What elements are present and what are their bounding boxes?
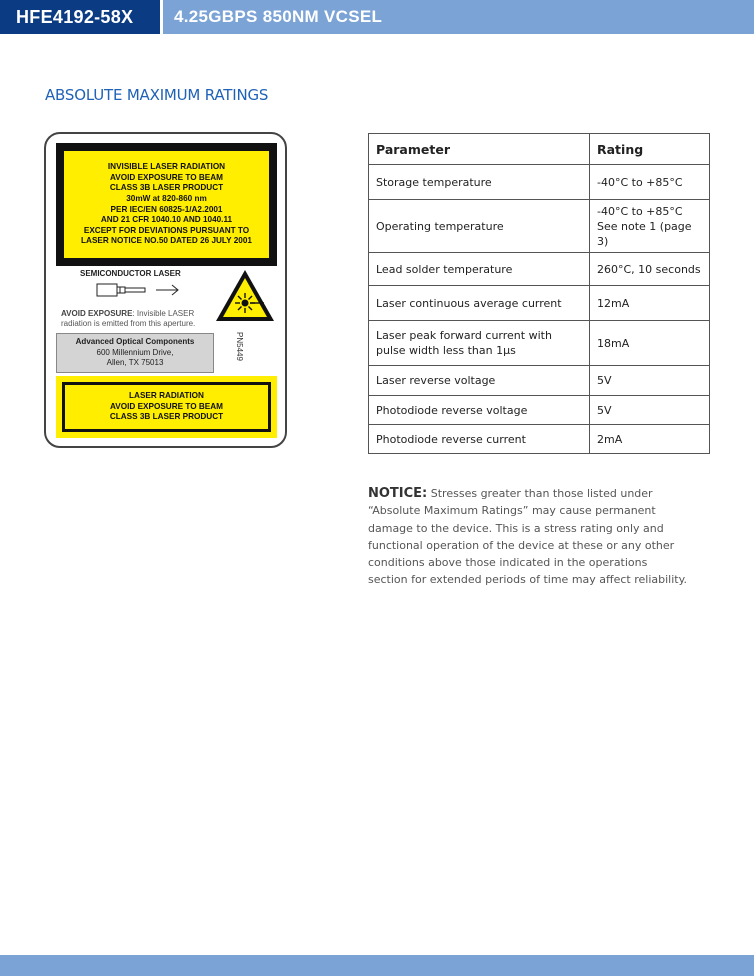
rating-cell: 2mA [590, 425, 710, 454]
page-header [0, 0, 754, 34]
rating-cell: 260°C, 10 seconds [590, 253, 710, 286]
warning-line: CLASS 3B LASER PRODUCT [109, 412, 224, 422]
warning-line: EXCEPT FOR DEVIATIONS PURSUANT TO [83, 225, 250, 235]
warning-line: INVISIBLE LASER RADIATION [107, 162, 226, 172]
parameter-cell: Operating temperature [369, 200, 590, 253]
warning-line: AVOID EXPOSURE TO BEAM [110, 401, 223, 411]
product-description: 4.25GBPS 850NM VCSEL [174, 7, 383, 26]
parameter-cell: Laser reverse voltage [369, 366, 590, 396]
notice-paragraph [368, 485, 688, 589]
parameter-cell: Laser peak forward current with pulse width less than 1μs [369, 321, 590, 366]
part-code: PN5449 [235, 332, 244, 361]
rating-cell [590, 200, 710, 253]
ratings-table [368, 133, 710, 454]
notice-text: Stresses greater than those listed under “Absolute Maximum Ratings” may cause permanent damage to the device. This is a stress rating only and functional operation of the device at these or any other conditions above those indicated in the operations section for extended periods of time may affect reliability. [368, 487, 688, 587]
avoid-exposure-body: : Invisible LASER radiation is emitted from this aperture. [61, 309, 196, 328]
warning-line: 30mW at 820-860 nm [126, 193, 207, 203]
parameter-cell: Photodiode reverse voltage [369, 396, 590, 425]
column-header: Rating [590, 134, 710, 165]
warning-line: AND 21 CFR 1040.10 AND 1040.11 [100, 215, 233, 225]
address-line: Allen, TX 75013 [106, 358, 164, 367]
semiconductor-laser-label: SEMICONDUCTOR LASER [80, 269, 181, 278]
laser-emitter-icon [96, 282, 186, 298]
top-warning-box [56, 143, 277, 266]
rating-value: -40°C to +85°C [597, 204, 683, 218]
bottom-warning-box [56, 376, 277, 438]
column-header: Parameter [369, 134, 590, 165]
parameter-cell: Photodiode reverse current [369, 425, 590, 454]
warning-line: CLASS 3B LASER PRODUCT [109, 183, 224, 193]
avoid-exposure-heading: AVOID EXPOSURE [61, 309, 133, 318]
parameter-cell: Lead solder temperature [369, 253, 590, 286]
rating-cell: 18mA [590, 321, 710, 366]
parameter-cell: Storage temperature [369, 165, 590, 200]
table-header-row [369, 134, 710, 165]
header-divider [160, 0, 163, 34]
warning-line: LASER NOTICE NO.50 DATED 26 JULY 2001 [81, 236, 252, 246]
part-number: HFE4192-58X [0, 0, 160, 34]
rating-cell: 12mA [590, 286, 710, 321]
parameter-cell: Laser continuous average current [369, 286, 590, 321]
page-footer-bar [0, 955, 754, 976]
warning-line: PER IEC/EN 60825-1/A2.2001 [110, 204, 223, 214]
table-row [369, 200, 710, 253]
rating-cell: -40°C to +85°C [590, 165, 710, 200]
rating-cell: 5V [590, 396, 710, 425]
table-row [369, 321, 710, 366]
table-row [369, 286, 710, 321]
notice-label: NOTICE: [368, 486, 428, 501]
table-row [369, 396, 710, 425]
warning-line: LASER RADIATION [129, 391, 204, 401]
laser-hazard-icon [214, 268, 276, 324]
rating-cell: 5V [590, 366, 710, 396]
part-code-vertical [234, 332, 246, 376]
section-title: ABSOLUTE MAXIMUM RATINGS [45, 86, 269, 104]
rating-note: See note 1 (page 3) [597, 219, 692, 248]
table-row [369, 165, 710, 200]
laser-warning-label [44, 132, 287, 448]
table-row [369, 253, 710, 286]
manufacturer-address [56, 333, 214, 373]
warning-line: AVOID EXPOSURE TO BEAM [110, 172, 223, 182]
company-name: Advanced Optical Components [75, 337, 195, 346]
table-row [369, 366, 710, 396]
address-line: 600 Millennium Drive, [96, 347, 174, 357]
table-row [369, 425, 710, 454]
avoid-exposure-text [61, 309, 221, 329]
